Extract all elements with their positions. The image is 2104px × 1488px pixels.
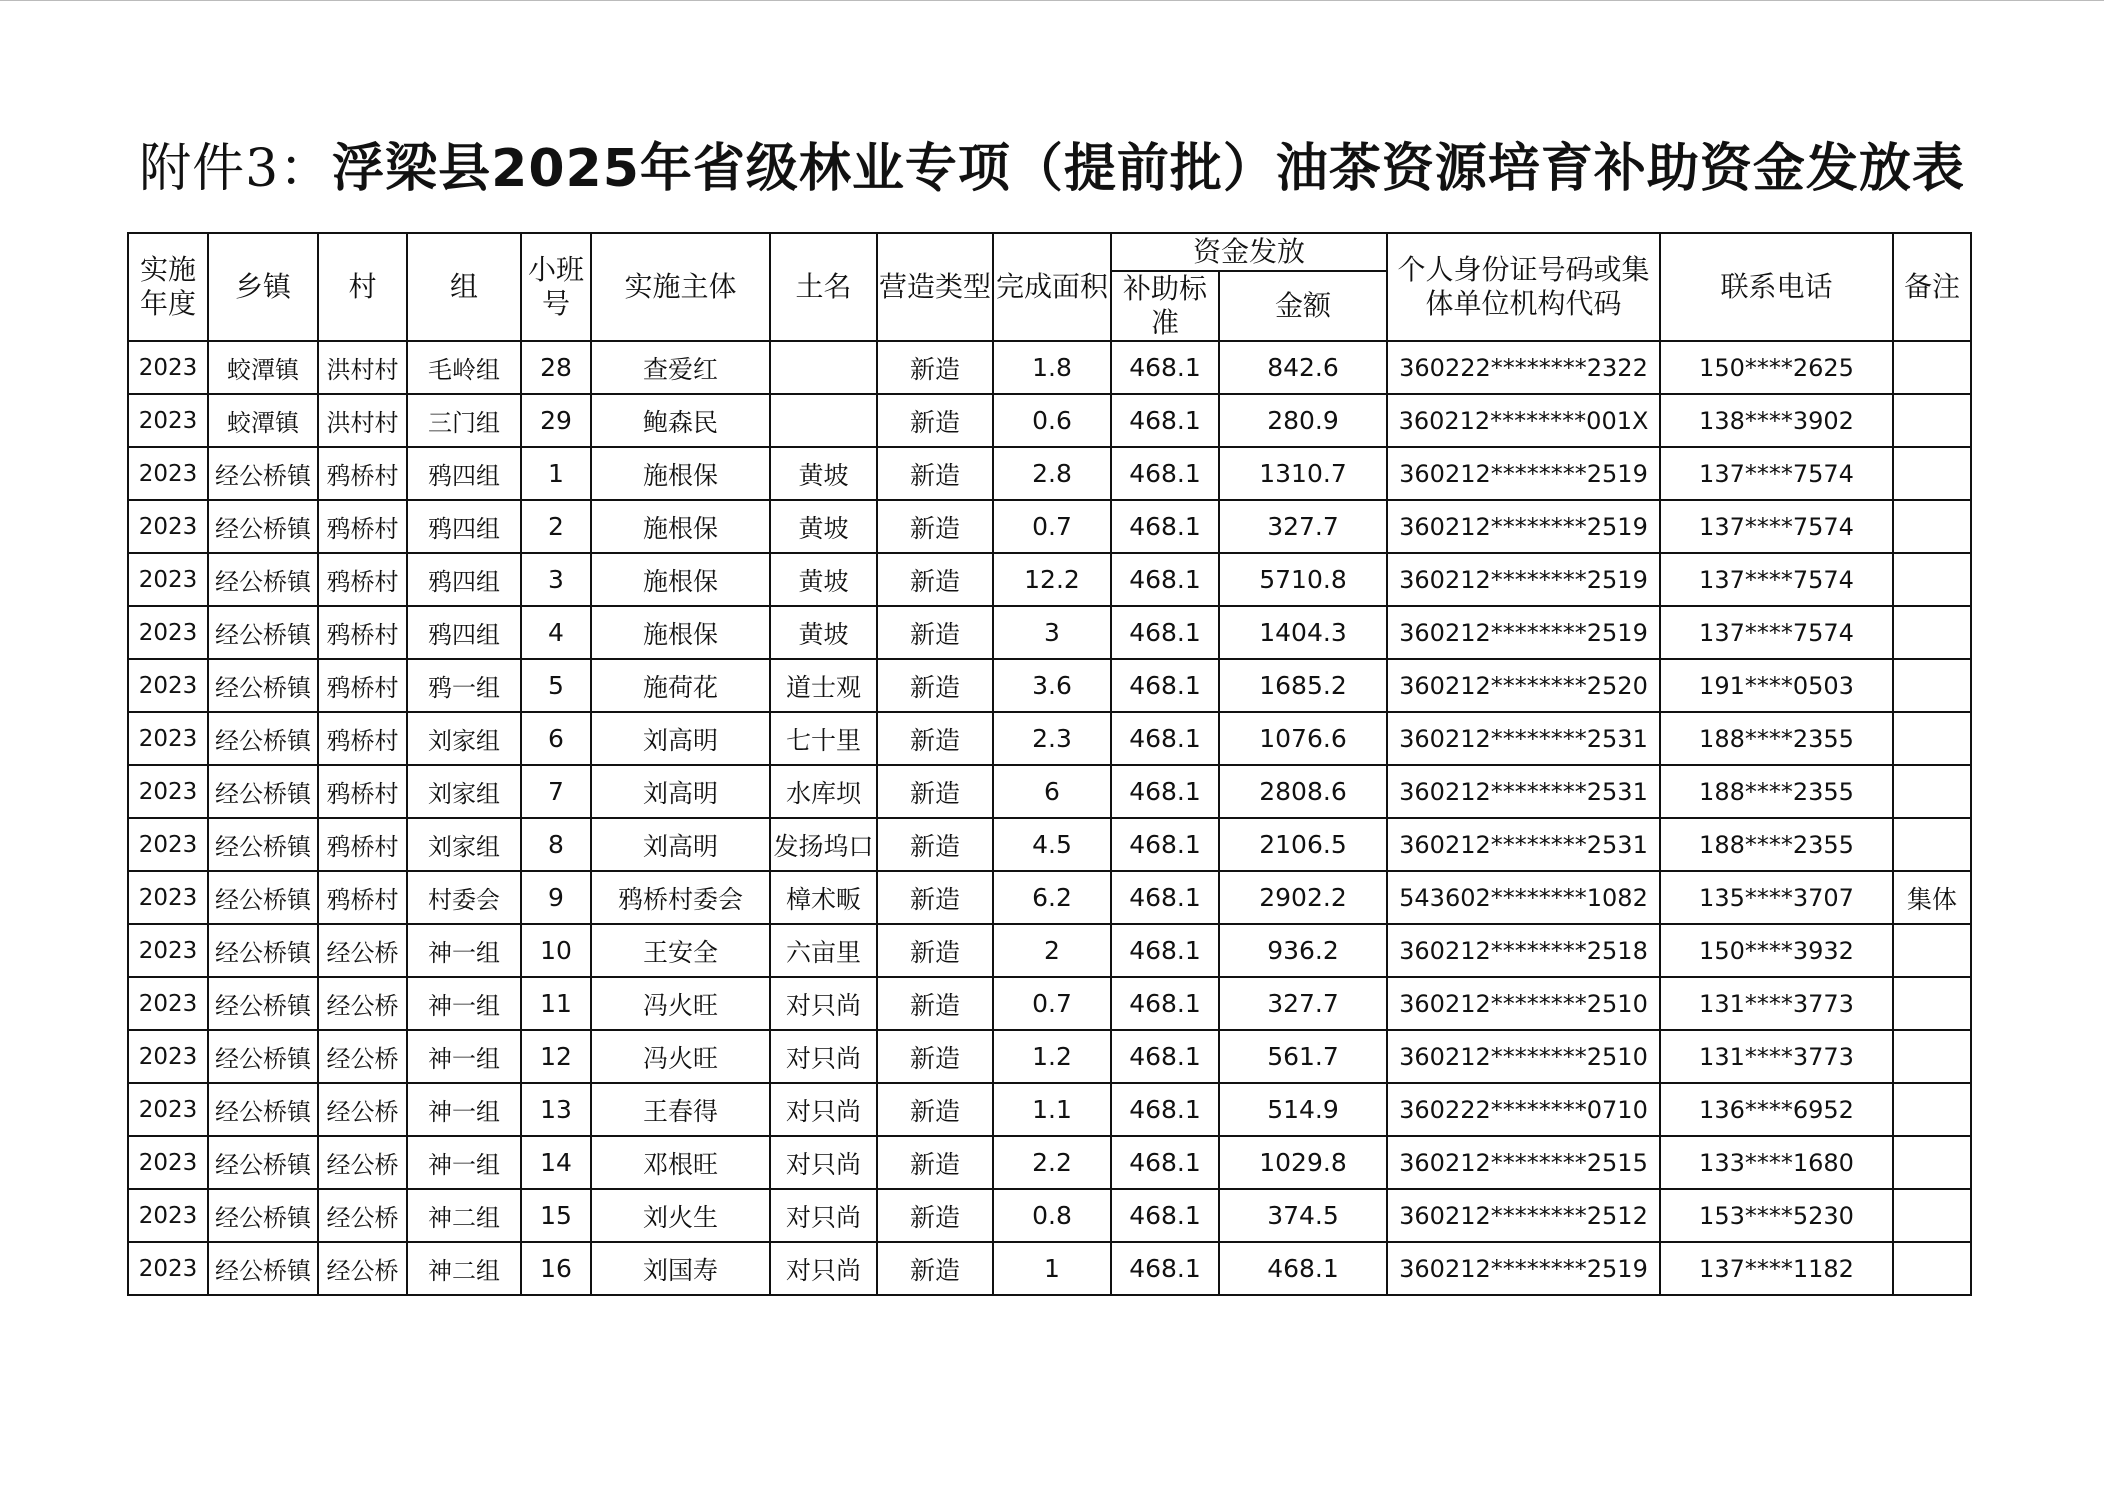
cell-village: 鸦桥村: [318, 871, 407, 924]
cell-town: 经公桥镇: [208, 765, 318, 818]
cell-phone: 153****5230: [1660, 1189, 1893, 1242]
cell-town: 经公桥镇: [208, 447, 318, 500]
cell-town: 经公桥镇: [208, 977, 318, 1030]
cell-phone: 136****6952: [1660, 1083, 1893, 1136]
title-main: 浮梁县2025年省级林业专项（提前批）油茶资源培育补助资金发放表: [332, 139, 1965, 199]
title-prefix: 附件3：: [139, 139, 333, 199]
cell-standard: 468.1: [1111, 394, 1219, 447]
cell-idcode: 360212********001X: [1387, 394, 1660, 447]
cell-year: 2023: [128, 1083, 208, 1136]
cell-amount: 2902.2: [1219, 871, 1387, 924]
cell-phone: 135****3707: [1660, 871, 1893, 924]
cell-area: 3.6: [993, 659, 1111, 712]
cell-year: 2023: [128, 1136, 208, 1189]
cell-place: 樟术畈: [770, 871, 877, 924]
cell-amount: 1404.3: [1219, 606, 1387, 659]
cell-standard: 468.1: [1111, 1189, 1219, 1242]
cell-subject: 王安全: [591, 924, 770, 977]
cell-type: 新造: [877, 977, 993, 1030]
cell-type: 新造: [877, 1136, 993, 1189]
cell-amount: 1685.2: [1219, 659, 1387, 712]
cell-village: 鸦桥村: [318, 606, 407, 659]
cell-subject: 施根保: [591, 553, 770, 606]
cell-type: 新造: [877, 1030, 993, 1083]
cell-idcode: 543602********1082: [1387, 871, 1660, 924]
cell-plot: 28: [521, 341, 591, 394]
cell-type: 新造: [877, 659, 993, 712]
cell-plot: 5: [521, 659, 591, 712]
cell-idcode: 360212********2531: [1387, 765, 1660, 818]
table-row: [128, 659, 1971, 712]
cell-group: 神一组: [407, 1083, 521, 1136]
cell-note: [1893, 447, 1971, 500]
cell-amount: 2106.5: [1219, 818, 1387, 871]
cell-plot: 7: [521, 765, 591, 818]
cell-subject: 冯火旺: [591, 1030, 770, 1083]
table-row: [128, 818, 1971, 871]
cell-subject: 施根保: [591, 606, 770, 659]
cell-subject: 刘国寿: [591, 1242, 770, 1295]
cell-standard: 468.1: [1111, 1030, 1219, 1083]
cell-year: 2023: [128, 447, 208, 500]
cell-place: 黄坡: [770, 606, 877, 659]
cell-note: [1893, 1083, 1971, 1136]
cell-standard: 468.1: [1111, 447, 1219, 500]
header-fund: 资金发放: [1111, 233, 1387, 271]
cell-standard: 468.1: [1111, 1136, 1219, 1189]
cell-year: 2023: [128, 553, 208, 606]
cell-type: 新造: [877, 447, 993, 500]
cell-area: 2: [993, 924, 1111, 977]
header-standard: 补助标准: [1111, 271, 1219, 341]
cell-place: 黄坡: [770, 500, 877, 553]
cell-note: [1893, 818, 1971, 871]
cell-standard: 468.1: [1111, 924, 1219, 977]
cell-place: 对只尚: [770, 1136, 877, 1189]
table-row: [128, 1083, 1971, 1136]
cell-type: 新造: [877, 500, 993, 553]
cell-plot: 16: [521, 1242, 591, 1295]
cell-type: 新造: [877, 553, 993, 606]
table-row: [128, 1030, 1971, 1083]
cell-note: [1893, 712, 1971, 765]
table-row: [128, 1242, 1971, 1295]
cell-idcode: 360212********2520: [1387, 659, 1660, 712]
cell-amount: 1076.6: [1219, 712, 1387, 765]
cell-subject: 刘高明: [591, 818, 770, 871]
cell-town: 经公桥镇: [208, 1242, 318, 1295]
cell-subject: 邓根旺: [591, 1136, 770, 1189]
cell-area: 12.2: [993, 553, 1111, 606]
cell-note: [1893, 394, 1971, 447]
cell-place: [770, 341, 877, 394]
cell-village: 鸦桥村: [318, 712, 407, 765]
cell-plot: 10: [521, 924, 591, 977]
cell-note: [1893, 659, 1971, 712]
cell-standard: 468.1: [1111, 977, 1219, 1030]
table-row: [128, 924, 1971, 977]
cell-year: 2023: [128, 1242, 208, 1295]
cell-village: 经公桥: [318, 1189, 407, 1242]
cell-amount: 280.9: [1219, 394, 1387, 447]
cell-group: 刘家组: [407, 712, 521, 765]
cell-year: 2023: [128, 712, 208, 765]
cell-place: 对只尚: [770, 1083, 877, 1136]
cell-plot: 15: [521, 1189, 591, 1242]
cell-amount: 1310.7: [1219, 447, 1387, 500]
cell-type: 新造: [877, 1242, 993, 1295]
cell-area: 1.8: [993, 341, 1111, 394]
cell-year: 2023: [128, 924, 208, 977]
cell-group: 神二组: [407, 1242, 521, 1295]
cell-town: 经公桥镇: [208, 1189, 318, 1242]
cell-group: 神二组: [407, 1189, 521, 1242]
cell-town: 经公桥镇: [208, 1030, 318, 1083]
cell-amount: 374.5: [1219, 1189, 1387, 1242]
cell-group: 毛岭组: [407, 341, 521, 394]
cell-town: 蛟潭镇: [208, 394, 318, 447]
cell-town: 经公桥镇: [208, 818, 318, 871]
cell-amount: 561.7: [1219, 1030, 1387, 1083]
cell-year: 2023: [128, 394, 208, 447]
cell-village: 经公桥: [318, 1242, 407, 1295]
cell-note: [1893, 977, 1971, 1030]
cell-phone: 131****3773: [1660, 1030, 1893, 1083]
cell-subject: 刘高明: [591, 765, 770, 818]
cell-amount: 2808.6: [1219, 765, 1387, 818]
cell-amount: 5710.8: [1219, 553, 1387, 606]
cell-year: 2023: [128, 871, 208, 924]
cell-subject: 查爱红: [591, 341, 770, 394]
cell-idcode: 360212********2515: [1387, 1136, 1660, 1189]
cell-plot: 6: [521, 712, 591, 765]
cell-area: 6.2: [993, 871, 1111, 924]
cell-phone: 150****3932: [1660, 924, 1893, 977]
header-plot: 小班号: [521, 233, 591, 341]
cell-plot: 2: [521, 500, 591, 553]
cell-phone: 188****2355: [1660, 765, 1893, 818]
header-group: 组: [407, 233, 521, 341]
cell-phone: 137****1182: [1660, 1242, 1893, 1295]
cell-type: 新造: [877, 1083, 993, 1136]
cell-group: 刘家组: [407, 818, 521, 871]
cell-subject: 施根保: [591, 447, 770, 500]
header-idcode: 个人身份证号码或集体单位机构代码: [1387, 233, 1660, 341]
cell-year: 2023: [128, 606, 208, 659]
header-subject: 实施主体: [591, 233, 770, 341]
cell-area: 1.1: [993, 1083, 1111, 1136]
cell-village: 鸦桥村: [318, 765, 407, 818]
cell-plot: 11: [521, 977, 591, 1030]
cell-group: 鸦一组: [407, 659, 521, 712]
cell-area: 6: [993, 765, 1111, 818]
cell-phone: 188****2355: [1660, 818, 1893, 871]
cell-town: 经公桥镇: [208, 1083, 318, 1136]
header-phone: 联系电话: [1660, 233, 1893, 341]
cell-idcode: 360212********2510: [1387, 977, 1660, 1030]
cell-plot: 8: [521, 818, 591, 871]
cell-standard: 468.1: [1111, 871, 1219, 924]
cell-type: 新造: [877, 712, 993, 765]
cell-phone: 150****2625: [1660, 341, 1893, 394]
cell-group: 神一组: [407, 1030, 521, 1083]
table-row: [128, 606, 1971, 659]
cell-standard: 468.1: [1111, 765, 1219, 818]
header-type: 营造类型: [877, 233, 993, 341]
cell-place: 黄坡: [770, 553, 877, 606]
cell-area: 0.7: [993, 500, 1111, 553]
cell-subject: 鸦桥村委会: [591, 871, 770, 924]
cell-plot: 9: [521, 871, 591, 924]
cell-place: 七十里: [770, 712, 877, 765]
cell-note: [1893, 1136, 1971, 1189]
cell-place: 黄坡: [770, 447, 877, 500]
cell-amount: 327.7: [1219, 977, 1387, 1030]
cell-phone: 191****0503: [1660, 659, 1893, 712]
cell-village: 经公桥: [318, 1136, 407, 1189]
cell-amount: 936.2: [1219, 924, 1387, 977]
cell-note: [1893, 765, 1971, 818]
cell-idcode: 360212********2531: [1387, 818, 1660, 871]
header-year: 实施年度: [128, 233, 208, 341]
cell-town: 经公桥镇: [208, 712, 318, 765]
table-row: [128, 553, 1971, 606]
cell-note: [1893, 606, 1971, 659]
cell-phone: 137****7574: [1660, 500, 1893, 553]
cell-place: 水库坝: [770, 765, 877, 818]
cell-village: 鸦桥村: [318, 553, 407, 606]
cell-amount: 1029.8: [1219, 1136, 1387, 1189]
cell-area: 2.3: [993, 712, 1111, 765]
cell-town: 蛟潭镇: [208, 341, 318, 394]
cell-idcode: 360212********2519: [1387, 553, 1660, 606]
cell-type: 新造: [877, 341, 993, 394]
cell-village: 洪村村: [318, 341, 407, 394]
cell-subject: 冯火旺: [591, 977, 770, 1030]
cell-idcode: 360212********2518: [1387, 924, 1660, 977]
cell-town: 经公桥镇: [208, 659, 318, 712]
cell-year: 2023: [128, 341, 208, 394]
cell-group: 神一组: [407, 1136, 521, 1189]
header-town: 乡镇: [208, 233, 318, 341]
header-area: 完成面积: [993, 233, 1111, 341]
cell-subject: 王春得: [591, 1083, 770, 1136]
cell-year: 2023: [128, 765, 208, 818]
cell-place: 对只尚: [770, 1030, 877, 1083]
cell-group: 鸦四组: [407, 553, 521, 606]
cell-plot: 13: [521, 1083, 591, 1136]
header-place: 土名: [770, 233, 877, 341]
table-row: [128, 977, 1971, 1030]
cell-year: 2023: [128, 977, 208, 1030]
cell-area: 0.7: [993, 977, 1111, 1030]
cell-village: 鸦桥村: [318, 659, 407, 712]
cell-standard: 468.1: [1111, 606, 1219, 659]
cell-group: 鸦四组: [407, 447, 521, 500]
cell-town: 经公桥镇: [208, 500, 318, 553]
cell-town: 经公桥镇: [208, 1136, 318, 1189]
cell-place: 对只尚: [770, 977, 877, 1030]
cell-note: [1893, 1030, 1971, 1083]
cell-year: 2023: [128, 818, 208, 871]
cell-area: 0.6: [993, 394, 1111, 447]
cell-place: [770, 394, 877, 447]
table-row: [128, 394, 1971, 447]
cell-place: 对只尚: [770, 1242, 877, 1295]
cell-phone: 137****7574: [1660, 447, 1893, 500]
header-village: 村: [318, 233, 407, 341]
table-row: [128, 447, 1971, 500]
cell-area: 1.2: [993, 1030, 1111, 1083]
cell-plot: 12: [521, 1030, 591, 1083]
cell-area: 1: [993, 1242, 1111, 1295]
cell-village: 经公桥: [318, 1030, 407, 1083]
cell-place: 对只尚: [770, 1189, 877, 1242]
cell-idcode: 360212********2512: [1387, 1189, 1660, 1242]
cell-amount: 842.6: [1219, 341, 1387, 394]
cell-idcode: 360222********0710: [1387, 1083, 1660, 1136]
cell-standard: 468.1: [1111, 1242, 1219, 1295]
cell-idcode: 360212********2510: [1387, 1030, 1660, 1083]
cell-town: 经公桥镇: [208, 924, 318, 977]
cell-group: 鸦四组: [407, 500, 521, 553]
cell-type: 新造: [877, 924, 993, 977]
table-row: [128, 871, 1971, 924]
cell-place: 发扬坞口: [770, 818, 877, 871]
cell-type: 新造: [877, 606, 993, 659]
header-note: 备注: [1893, 233, 1971, 341]
cell-type: 新造: [877, 765, 993, 818]
cell-plot: 4: [521, 606, 591, 659]
table-row: [128, 1136, 1971, 1189]
cell-standard: 468.1: [1111, 500, 1219, 553]
cell-amount: 468.1: [1219, 1242, 1387, 1295]
cell-subject: 刘高明: [591, 712, 770, 765]
cell-note: [1893, 553, 1971, 606]
cell-subject: 施根保: [591, 500, 770, 553]
cell-amount: 327.7: [1219, 500, 1387, 553]
cell-place: 道士观: [770, 659, 877, 712]
cell-idcode: 360212********2519: [1387, 447, 1660, 500]
cell-amount: 514.9: [1219, 1083, 1387, 1136]
cell-type: 新造: [877, 818, 993, 871]
cell-standard: 468.1: [1111, 341, 1219, 394]
table-row: [128, 1189, 1971, 1242]
cell-type: 新造: [877, 871, 993, 924]
page-top-border: [0, 0, 2104, 1]
cell-note: [1893, 924, 1971, 977]
cell-village: 经公桥: [318, 924, 407, 977]
cell-area: 2.8: [993, 447, 1111, 500]
cell-note: [1893, 341, 1971, 394]
cell-area: 2.2: [993, 1136, 1111, 1189]
cell-year: 2023: [128, 500, 208, 553]
cell-standard: 468.1: [1111, 553, 1219, 606]
cell-village: 经公桥: [318, 1083, 407, 1136]
cell-group: 村委会: [407, 871, 521, 924]
cell-subject: 刘火生: [591, 1189, 770, 1242]
cell-village: 经公桥: [318, 977, 407, 1030]
cell-plot: 29: [521, 394, 591, 447]
cell-plot: 1: [521, 447, 591, 500]
cell-town: 经公桥镇: [208, 606, 318, 659]
cell-plot: 3: [521, 553, 591, 606]
cell-note: [1893, 500, 1971, 553]
header-amount: 金额: [1219, 271, 1387, 341]
cell-group: 鸦四组: [407, 606, 521, 659]
cell-phone: 133****1680: [1660, 1136, 1893, 1189]
cell-type: 新造: [877, 394, 993, 447]
cell-town: 经公桥镇: [208, 871, 318, 924]
cell-idcode: 360222********2322: [1387, 341, 1660, 394]
cell-subject: 施荷花: [591, 659, 770, 712]
table-row: [128, 341, 1971, 394]
cell-idcode: 360212********2531: [1387, 712, 1660, 765]
cell-year: 2023: [128, 659, 208, 712]
table-row: [128, 500, 1971, 553]
cell-area: 4.5: [993, 818, 1111, 871]
cell-type: 新造: [877, 1189, 993, 1242]
cell-standard: 468.1: [1111, 1083, 1219, 1136]
cell-note: 集体: [1893, 871, 1971, 924]
cell-village: 鸦桥村: [318, 500, 407, 553]
subsidy-table: [127, 232, 1972, 1296]
cell-phone: 131****3773: [1660, 977, 1893, 1030]
cell-plot: 14: [521, 1136, 591, 1189]
cell-place: 六亩里: [770, 924, 877, 977]
cell-area: 0.8: [993, 1189, 1111, 1242]
cell-subject: 鲍森民: [591, 394, 770, 447]
cell-phone: 137****7574: [1660, 553, 1893, 606]
cell-idcode: 360212********2519: [1387, 1242, 1660, 1295]
cell-group: 刘家组: [407, 765, 521, 818]
table-row: [128, 712, 1971, 765]
cell-year: 2023: [128, 1030, 208, 1083]
cell-note: [1893, 1189, 1971, 1242]
cell-standard: 468.1: [1111, 712, 1219, 765]
cell-group: 神一组: [407, 924, 521, 977]
cell-village: 鸦桥村: [318, 818, 407, 871]
cell-area: 3: [993, 606, 1111, 659]
cell-note: [1893, 1242, 1971, 1295]
cell-group: 神一组: [407, 977, 521, 1030]
cell-village: 洪村村: [318, 394, 407, 447]
table-row: [128, 765, 1971, 818]
cell-idcode: 360212********2519: [1387, 606, 1660, 659]
cell-town: 经公桥镇: [208, 553, 318, 606]
cell-group: 三门组: [407, 394, 521, 447]
cell-idcode: 360212********2519: [1387, 500, 1660, 553]
cell-phone: 138****3902: [1660, 394, 1893, 447]
cell-phone: 137****7574: [1660, 606, 1893, 659]
cell-year: 2023: [128, 1189, 208, 1242]
document-title: [0, 134, 2104, 204]
cell-standard: 468.1: [1111, 818, 1219, 871]
cell-village: 鸦桥村: [318, 447, 407, 500]
cell-standard: 468.1: [1111, 659, 1219, 712]
cell-phone: 188****2355: [1660, 712, 1893, 765]
